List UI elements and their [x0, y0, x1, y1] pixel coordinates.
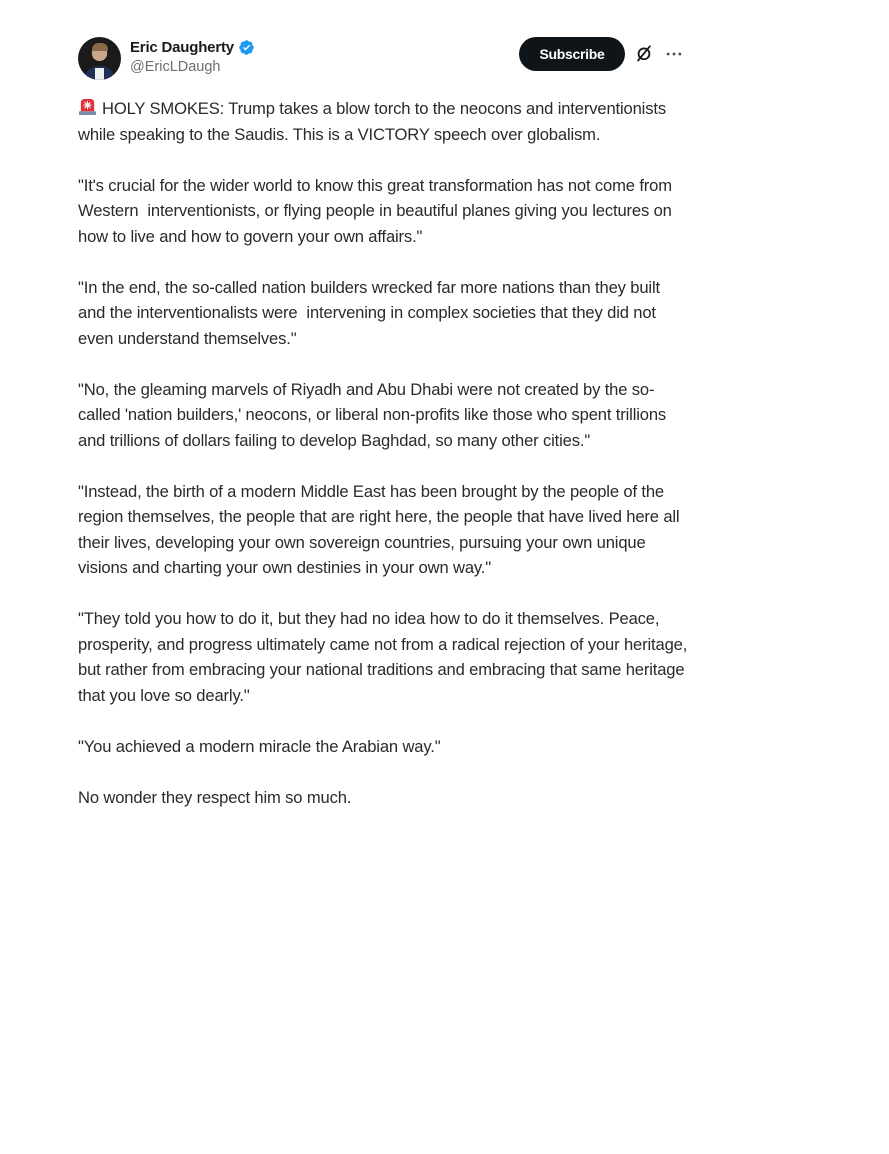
- post-paragraph: [78, 96, 690, 147]
- post-header: [78, 36, 690, 82]
- author-name-row: [130, 39, 255, 56]
- verified-badge-icon: [238, 39, 255, 56]
- more-options-icon[interactable]: [664, 44, 684, 64]
- avatar-hair: [92, 43, 108, 51]
- post-paragraph: "No, the gleaming marvels of Riyadh and Abu Dhabi were not created by the so-called 'nation builders,' neocons, or liberal non-profits like those who spent trillions and trillions of dollars failing to develop Baghdad, so many other cities.": [78, 379, 671, 450]
- paragraph-text: HOLY SMOKES: Trump takes a blow torch to the neocons and interventionists while speaking to the Saudis. This is a VICTORY speech over globalism.: [78, 99, 671, 144]
- post-paragraph: "You achieved a modern miracle the Arabian way.": [78, 736, 441, 756]
- police-light-emoji-icon: [78, 98, 97, 116]
- post-paragraph: "In the end, the so-called nation builders wrecked far more nations than they built and the interventionalists were intervening in complex societies that they did not even understand themselves.": [78, 277, 665, 348]
- author-avatar[interactable]: [78, 37, 121, 80]
- post-paragraph: "Instead, the birth of a modern Middle East has been brought by the people of the region themselves, the people that are right here, the people that have lived here all their lives, developing your own sovereign countries, pursuing your own unique visions and charting your own destinies in your own way.": [78, 481, 684, 577]
- author-info: [130, 39, 255, 75]
- author-handle[interactable]: @EricLDaugh: [130, 59, 221, 75]
- avatar-shirt: [95, 68, 104, 80]
- post-paragraph: "It's crucial for the wider world to know this great transformation has not come from Western interventionists, or flying people in beautiful planes giving you lectures on how to live and how to govern your own affairs.": [78, 175, 677, 246]
- subscribe-button[interactable]: Subscribe: [519, 37, 625, 71]
- post-paragraph: "They told you how to do it, but they had no idea how to do it themselves. Peace, prosperity, and progress ultimately came not from a radical rejection of your heritage, but rather from embracing your national traditions and embracing that same heritage that you love so dearly.": [78, 609, 692, 705]
- tweet-post: [78, 36, 690, 836]
- post-body: [78, 96, 690, 810]
- post-paragraph: No wonder they respect him so much.: [78, 787, 352, 807]
- author-display-name[interactable]: Eric Daugherty: [130, 39, 234, 56]
- grok-icon[interactable]: [634, 43, 654, 63]
